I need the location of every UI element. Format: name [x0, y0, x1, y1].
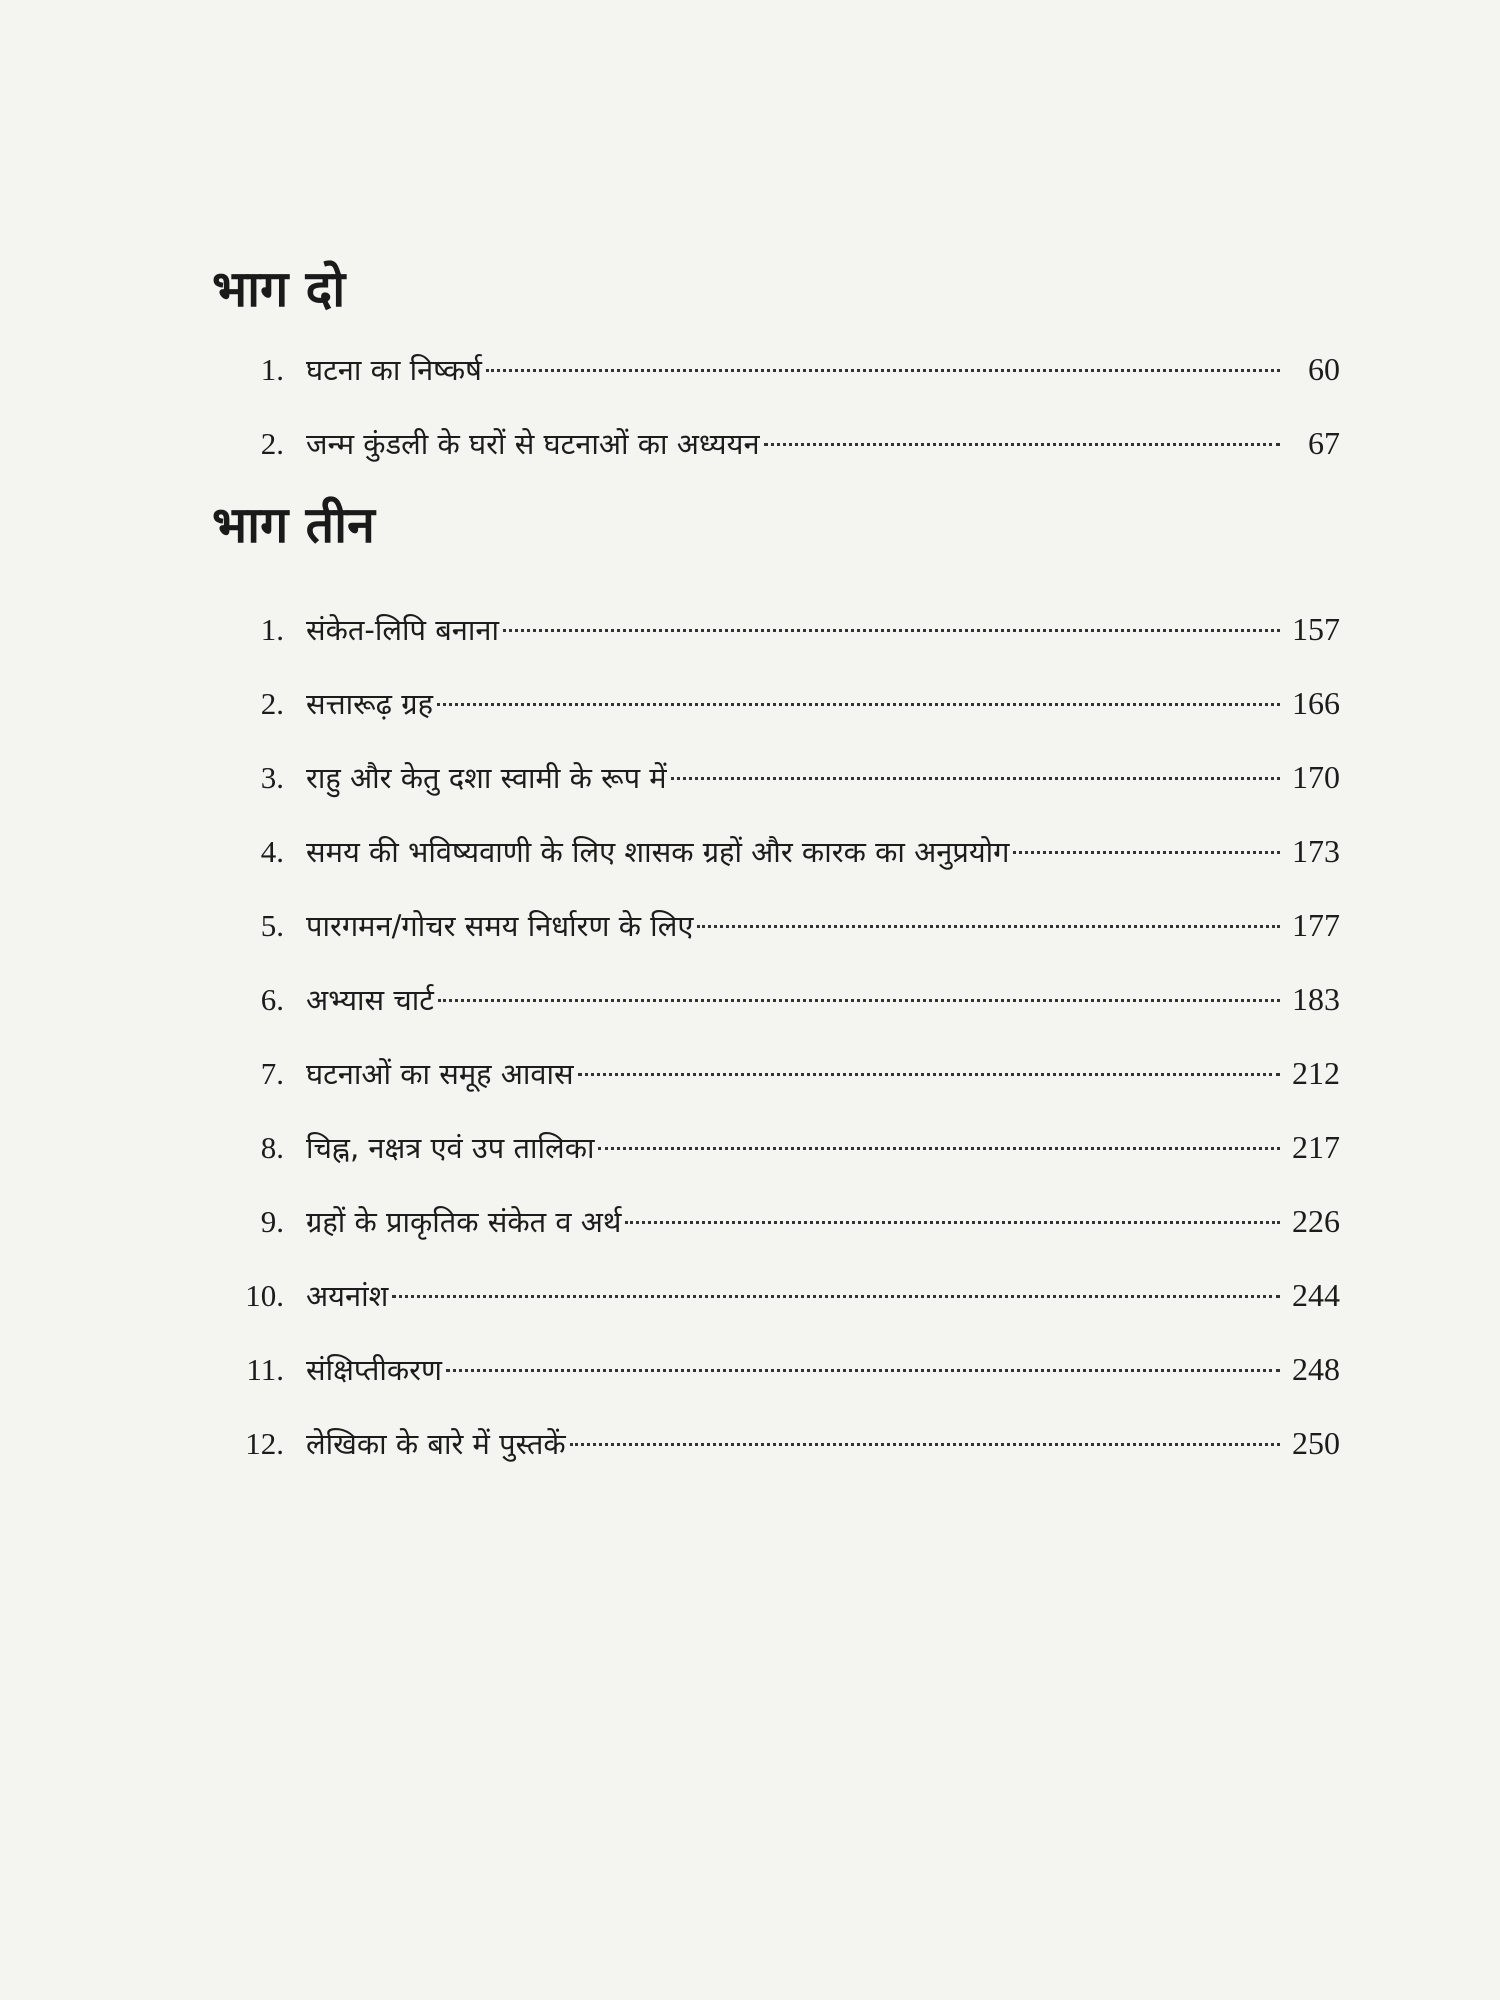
entry-number: 9. — [260, 1204, 284, 1239]
entry-title: समय की भविष्यवाणी के लिए शासक ग्रहों और कारक का अनुप्रयोग — [306, 835, 1010, 869]
dot-leader — [625, 1221, 1280, 1224]
toc-entry — [212, 592, 1340, 666]
dot-leader — [503, 629, 1280, 632]
table-of-contents — [212, 252, 1340, 1480]
toc-entry — [212, 740, 1340, 814]
part-two-entries — [212, 332, 1340, 480]
entry-page-number: 170 — [1292, 759, 1340, 795]
entry-title: राहु और केतु दशा स्वामी के रूप में — [306, 761, 667, 795]
dot-leader — [392, 1295, 1280, 1298]
dot-leader — [764, 443, 1280, 446]
dot-leader — [446, 1369, 1280, 1372]
entry-title: सत्तारूढ़ ग्रह — [306, 687, 433, 721]
dot-leader — [598, 1147, 1280, 1150]
entry-page-number: 173 — [1292, 833, 1340, 869]
entry-title: घटना का निष्कर्ष — [306, 353, 482, 387]
entry-title: अभ्यास चार्ट — [306, 983, 434, 1017]
toc-entry — [212, 814, 1340, 888]
entry-number: 8. — [260, 1130, 284, 1165]
entry-title: संकेत-लिपि बनाना — [306, 613, 500, 647]
entry-title: जन्म कुंडली के घरों से घटनाओं का अध्ययन — [306, 427, 760, 461]
dot-leader — [1013, 851, 1280, 854]
part-three-entries — [212, 592, 1340, 1480]
entry-title: चिह्न, नक्षत्र एवं उप तालिका — [306, 1131, 595, 1165]
toc-entry — [212, 666, 1340, 740]
entry-number: 4. — [260, 834, 284, 869]
dot-leader — [437, 703, 1280, 706]
toc-entry — [212, 1258, 1340, 1332]
entry-title: अयनांश — [306, 1279, 389, 1313]
entry-title: संक्षिप्तीकरण — [306, 1353, 442, 1387]
toc-entry — [212, 1406, 1340, 1480]
dot-leader — [438, 999, 1280, 1002]
toc-entry — [212, 888, 1340, 962]
entry-number: 11. — [246, 1352, 284, 1387]
entry-page-number: 217 — [1292, 1129, 1340, 1165]
toc-entry — [212, 962, 1340, 1036]
part-three-heading: भाग तीन — [212, 496, 375, 554]
dot-leader — [570, 1443, 1280, 1446]
dot-leader — [578, 1073, 1280, 1076]
toc-entry — [212, 1332, 1340, 1406]
entry-number: 12. — [245, 1426, 284, 1461]
entry-page-number: 60 — [1308, 351, 1340, 387]
entry-page-number: 166 — [1292, 685, 1340, 721]
entry-number: 1. — [260, 352, 284, 387]
toc-entry — [212, 406, 1340, 480]
dot-leader — [486, 369, 1280, 372]
entry-page-number: 248 — [1292, 1351, 1340, 1387]
entry-number: 5. — [260, 908, 284, 943]
entry-page-number: 226 — [1292, 1203, 1340, 1239]
toc-entry — [212, 332, 1340, 406]
toc-entry — [212, 1110, 1340, 1184]
entry-number: 2. — [260, 686, 284, 721]
toc-entry — [212, 1036, 1340, 1110]
entry-page-number: 244 — [1292, 1277, 1340, 1313]
entry-page-number: 183 — [1292, 981, 1340, 1017]
entry-number: 3. — [260, 760, 284, 795]
entry-title: पारगमन/गोचर समय निर्धारण के लिए — [306, 909, 694, 943]
entry-page-number: 177 — [1292, 907, 1340, 943]
entry-page-number: 157 — [1292, 611, 1340, 647]
part-two-heading: भाग दो — [212, 260, 346, 318]
dot-leader — [671, 777, 1280, 780]
toc-entry — [212, 1184, 1340, 1258]
entry-number: 2. — [260, 426, 284, 461]
entry-number: 6. — [260, 982, 284, 1017]
entry-title: घटनाओं का समूह आवास — [306, 1057, 574, 1091]
entry-number: 7. — [260, 1056, 284, 1091]
entry-number: 1. — [260, 612, 284, 647]
entry-title: ग्रहों के प्राकृतिक संकेत व अर्थ — [306, 1205, 622, 1239]
entry-title: लेखिका के बारे में पुस्तकें — [306, 1427, 566, 1461]
dot-leader — [697, 925, 1280, 928]
entry-number: 10. — [245, 1278, 284, 1313]
entry-page-number: 212 — [1292, 1055, 1340, 1091]
entry-page-number: 67 — [1308, 425, 1340, 461]
entry-page-number: 250 — [1292, 1425, 1340, 1461]
